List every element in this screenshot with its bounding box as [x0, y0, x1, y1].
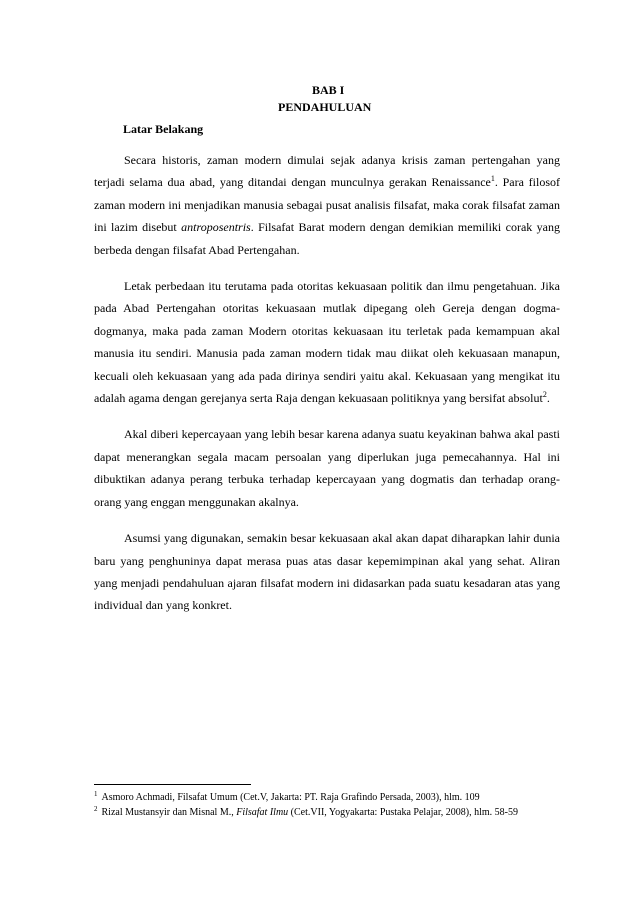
section-heading: Latar Belakang [123, 122, 204, 136]
footnote-ref-1: 1 [490, 174, 495, 184]
paragraph-1-text-b: . Para filosof zaman modern ini menjadikan manusia sebagai pusat analisis filsafat, maka corak filsafat zaman ini lazim disebut [94, 175, 560, 235]
footnote-2 [94, 805, 574, 820]
paragraph-3: Akal diberi kepercayaan yang lebih besar karena adanya suatu keyakinan bahwa akal pasti dapat menerangkan segala macam persoalan yang diperlukan juga pemecahannya. Hal ini dibuktikan adanya perang terbuka terhadap kepercayaan yang dogmatis dan terhadap orang-orang yang enggan menggunakan akalnya. [94, 427, 560, 509]
paragraph-2-text-a: Letak perbedaan itu terutama pada otoritas kekuasaan politik dan ilmu pengetahuan. Jika pada Abad Pertengahan otoritas kekuasaan mutlak dipegang oleh Gereja dengan dogma-dogmanya, maka pada zaman Modern otoritas kekuasaan itu terletak pada kemampuan akal manusia itu sendiri. Manusia pada zaman modern tidak mau diikat oleh kekuasaan manapun, kecuali oleh kekuasaan yang ada pada dirinya sendiri yaitu akal. Kekuasaan yang mengikat itu adalah agama dengan gerejanya serta Raja dengan kekuasaan politiknya yang bersifat absolut [94, 279, 560, 406]
footnote-text: Asmoro Achmadi, Filsafat Umum (Cet.V, Jakarta: PT. Raja Grafindo Persada, 2003), hlm. 109 [101, 792, 480, 803]
footnote-1 [94, 790, 574, 805]
body-text [94, 149, 560, 631]
footnote-text-pre: Rizal Mustansyir dan Misnal M., [101, 807, 237, 818]
footnote-number: 1 [94, 790, 98, 798]
paragraph-1 [94, 149, 560, 261]
footnotes [94, 790, 574, 820]
paragraph-1-text-c: . Filsafat Barat modern dengan demikian memiliki corak yang berbeda dengan filsafat Abad Pertengahan. [94, 220, 560, 257]
footnote-separator [94, 784, 251, 785]
italic-term: antroposentris [181, 220, 251, 235]
footnote-ref-2: 2 [542, 390, 547, 400]
footnote-number: 2 [94, 805, 98, 813]
footnote-text-post: (Cet.VII, Yogyakarta: Pustaka Pelajar, 2008), hlm. 58-59 [288, 807, 519, 818]
paragraph-2-text-b: . [546, 391, 550, 406]
paragraph-4: Asumsi yang digunakan, semakin besar kekuasaan akal akan dapat diharapkan lahir dunia baru yang penghuninya dapat merasa puas atas dasar kepemimpinan akal yang sehat. Aliran yang menjadi pendahuluan ajaran filsafat modern ini didasarkan pada suatu kesadaran atas yang individual dan yang konkret. [94, 531, 560, 613]
chapter-title: PENDAHULUAN [278, 100, 372, 114]
chapter-number: BAB I [312, 83, 345, 97]
footnote-italic-title: Filsafat Ilmu [236, 807, 289, 818]
paragraph-2 [94, 275, 560, 409]
paragraph-1-text-a: Secara historis, zaman modern dimulai sejak adanya krisis zaman pertengahan yang terjadi selama dua abad, yang ditandai dengan munculnya gerakan Renaissance [94, 153, 560, 190]
